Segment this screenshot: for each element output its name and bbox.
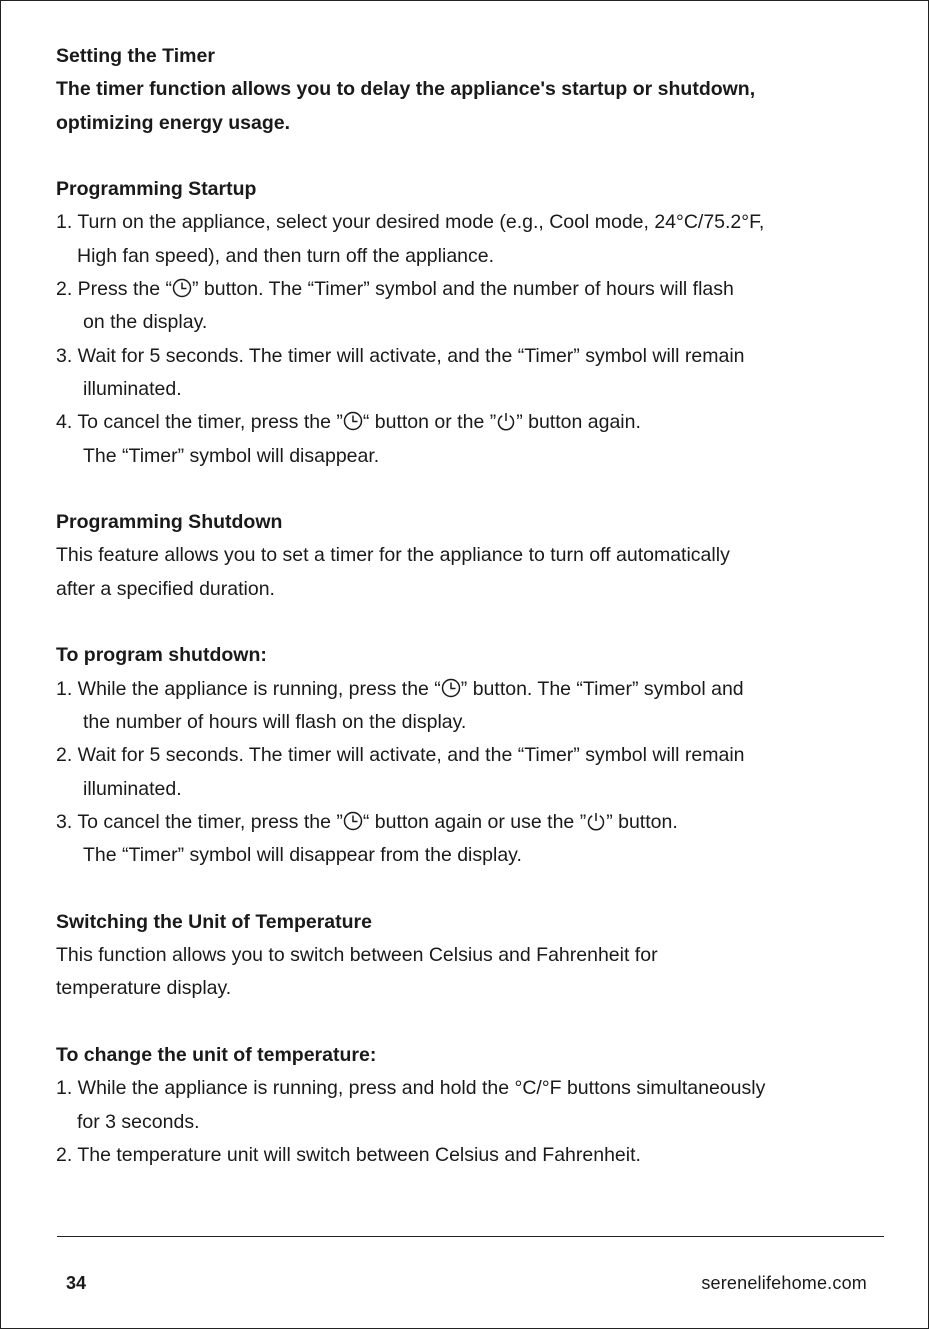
footer-website: serenelifehome.com bbox=[701, 1273, 867, 1293]
footer-divider bbox=[57, 1236, 884, 1237]
section-heading-timer: Setting the Timer bbox=[56, 45, 215, 67]
clock-icon bbox=[441, 678, 461, 698]
startup-step-3: 3. Wait for 5 seconds. The timer will activate, and the “Timer” symbol will remain bbox=[56, 344, 745, 367]
page-number: 34 bbox=[66, 1273, 87, 1293]
clock-icon bbox=[172, 278, 192, 298]
unit-step-1-cont: for 3 seconds. bbox=[77, 1110, 200, 1133]
shutdown-desc-line-2: after a specified duration. bbox=[56, 577, 275, 600]
startup-step-1: 1. Turn on the appliance, select your desired mode (e.g., Cool mode, 24°C/75.2°F, bbox=[56, 211, 765, 234]
manual-content bbox=[56, 40, 886, 1172]
section-heading-shutdown: Programming Shutdown bbox=[56, 511, 283, 534]
startup-step-2-cont: on the display. bbox=[83, 311, 208, 334]
startup-step-4-cont: The “Timer” symbol will disappear. bbox=[83, 444, 380, 467]
power-icon bbox=[586, 811, 606, 831]
startup-step-3-cont: illuminated. bbox=[83, 377, 182, 400]
unit-subheading: To change the unit of temperature: bbox=[56, 1043, 377, 1066]
startup-step-2: 2. Press the “ ” button. The “Timer” symbol and the number of hours will flash bbox=[56, 278, 734, 301]
unit-step-1: 1. While the appliance is running, press and hold the °C/°F buttons simultaneously bbox=[56, 1077, 766, 1100]
shutdown-subheading: To program shutdown: bbox=[56, 644, 267, 667]
shutdown-step-2: 2. Wait for 5 seconds. The timer will activate, and the “Timer” symbol will remain bbox=[56, 744, 745, 767]
startup-step-4: 4. To cancel the timer, press the ” “ button or the ” ” button again. bbox=[56, 411, 641, 434]
shutdown-step-3: 3. To cancel the timer, press the ” “ button again or use the ” ” button. bbox=[56, 810, 678, 833]
timer-intro-line-1: The timer function allows you to delay the appliance's startup or shutdown, bbox=[56, 78, 756, 101]
shutdown-step-3-cont: The “Timer” symbol will disappear from the display. bbox=[83, 844, 522, 867]
shutdown-step-2-cont: illuminated. bbox=[83, 777, 182, 800]
power-icon bbox=[496, 411, 516, 431]
shutdown-desc-line-1: This feature allows you to set a timer for the appliance to turn off automatically bbox=[56, 544, 730, 567]
shutdown-step-1: 1. While the appliance is running, press the “ ” button. The “Timer” symbol and bbox=[56, 677, 744, 700]
unit-desc-line-1: This function allows you to switch between Celsius and Fahrenheit for bbox=[56, 944, 658, 967]
section-heading-unit: Switching the Unit of Temperature bbox=[56, 910, 372, 933]
startup-step-1-cont: High fan speed), and then turn off the appliance. bbox=[77, 244, 495, 267]
clock-icon bbox=[343, 811, 363, 831]
section-heading-startup: Programming Startup bbox=[56, 178, 257, 201]
unit-desc-line-2: temperature display. bbox=[56, 977, 232, 1000]
timer-intro-line-2: optimizing energy usage. bbox=[56, 111, 291, 134]
shutdown-step-1-cont: the number of hours will flash on the display. bbox=[83, 710, 467, 733]
unit-step-2: 2. The temperature unit will switch between Celsius and Fahrenheit. bbox=[56, 1143, 641, 1166]
clock-icon bbox=[343, 411, 363, 431]
